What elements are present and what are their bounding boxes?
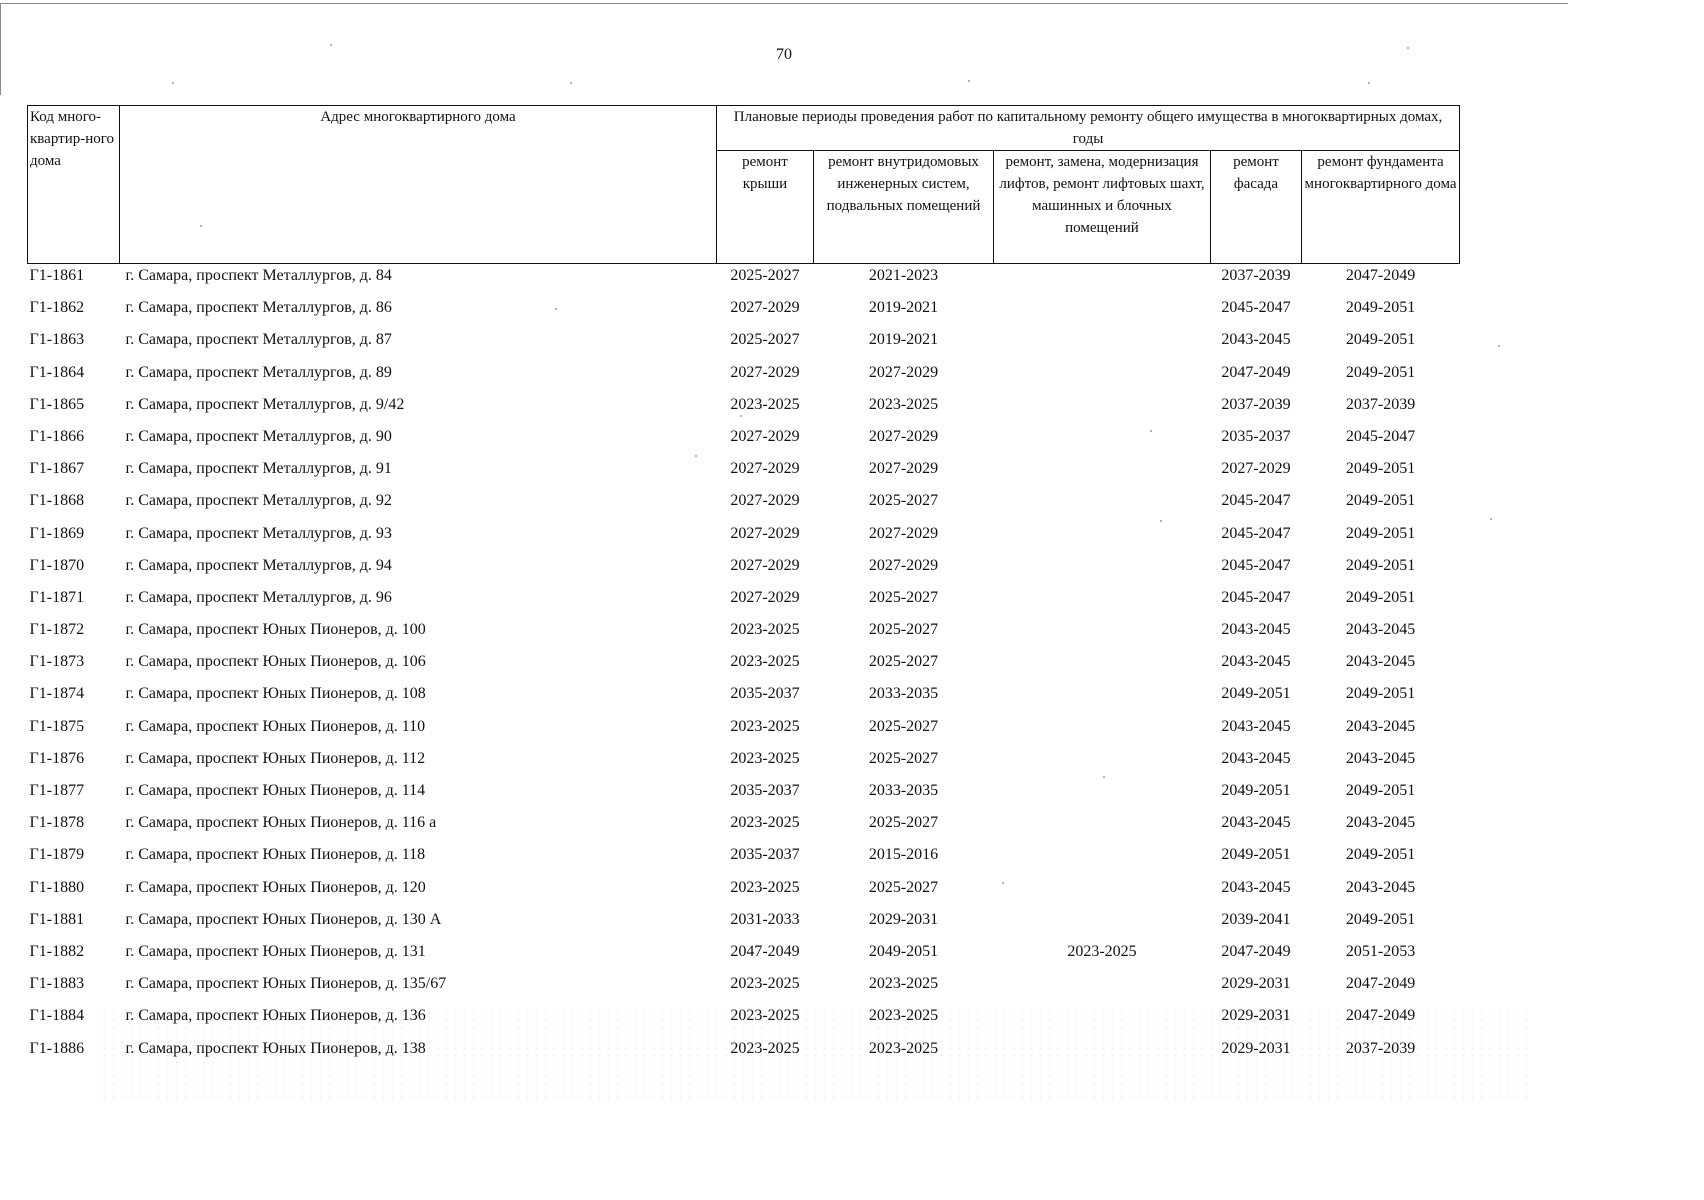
cell-code: Г1-1870: [29, 556, 85, 574]
table-row: [28, 779, 1460, 811]
cell-code: Г1-1869: [29, 524, 85, 542]
cell-address: г. Самара, проспект Юных Пионеров, д. 130 А: [125, 910, 442, 928]
cell-roof: 2027-2029: [730, 299, 800, 317]
cell-address: г. Самара, проспект Юных Пионеров, д. 118: [125, 846, 426, 864]
cell-roof: 2023-2025: [730, 653, 800, 671]
cell-lifts: [994, 618, 1211, 650]
cell-address: г. Самара, проспект Металлургов, д. 86: [125, 299, 392, 317]
cell-roof: 2027-2029: [730, 556, 800, 574]
table-row: [28, 264, 1460, 297]
cell-address: г. Самара, проспект Металлургов, д. 9/42: [125, 395, 405, 413]
cell-address: г. Самара, проспект Юных Пионеров, д. 131: [125, 942, 426, 960]
cell-code: Г1-1875: [29, 717, 85, 735]
cell-address: г. Самара, проспект Металлургов, д. 84: [125, 267, 392, 284]
cell-lifts: [994, 296, 1211, 328]
cell-code: Г1-1871: [29, 588, 85, 606]
scan-speck: [1103, 776, 1105, 778]
cell-address: г. Самара, проспект Металлургов, д. 92: [125, 492, 392, 510]
cell-foundation: 2043-2045: [1345, 878, 1416, 896]
cell-facade: 2043-2045: [1221, 878, 1291, 896]
cell-engineering: 2019-2021: [868, 299, 939, 317]
cell-facade: 2049-2051: [1221, 846, 1291, 864]
scan-speck: [172, 82, 174, 84]
scan-speck: [1150, 430, 1152, 432]
table-row: [28, 296, 1460, 328]
cell-roof: 2027-2029: [730, 492, 800, 510]
cell-facade: 2037-2039: [1221, 395, 1291, 413]
table-row: [28, 843, 1460, 875]
cell-foundation: 2037-2039: [1345, 1039, 1416, 1057]
cell-facade: 2045-2047: [1221, 588, 1291, 606]
cell-engineering: 2027-2029: [868, 460, 939, 478]
cell-lifts: [994, 522, 1211, 554]
cell-roof: 2031-2033: [730, 910, 800, 928]
table-row: [28, 747, 1460, 779]
cell-roof: 2025-2027: [730, 267, 800, 284]
cell-foundation: 2049-2051: [1345, 910, 1416, 928]
scan-speck: [1368, 82, 1370, 84]
scan-speck: [695, 455, 697, 457]
cell-code: Г1-1868: [29, 492, 85, 510]
cell-code: Г1-1873: [29, 653, 85, 671]
cell-foundation: 2037-2039: [1345, 395, 1416, 413]
cell-code: Г1-1883: [29, 975, 85, 993]
cell-address: г. Самара, проспект Юных Пионеров, д. 138: [125, 1039, 426, 1057]
cell-facade: 2045-2047: [1221, 524, 1291, 542]
cell-lifts: [994, 457, 1211, 489]
cell-lifts: [994, 264, 1211, 297]
cell-engineering: 2021-2023: [868, 267, 939, 284]
cell-foundation: 2049-2051: [1345, 685, 1416, 703]
cell-engineering: 2023-2025: [868, 1007, 939, 1025]
cell-roof: 2023-2025: [730, 749, 800, 767]
cell-foundation: 2047-2049: [1345, 975, 1416, 993]
cell-foundation: 2049-2051: [1345, 331, 1416, 349]
cell-lifts: [994, 908, 1211, 940]
cell-address: г. Самара, проспект Юных Пионеров, д. 106: [125, 653, 426, 671]
table-row: [28, 876, 1460, 908]
cell-roof: 2035-2037: [730, 846, 800, 864]
cell-lifts: [994, 715, 1211, 747]
cell-facade: 2049-2051: [1221, 685, 1291, 703]
cell-address: г. Самара, проспект Юных Пионеров, д. 114: [125, 782, 426, 799]
scan-speck: [1160, 520, 1162, 522]
cell-roof: 2023-2025: [730, 717, 800, 735]
scan-noise: [100, 1010, 1530, 1100]
cell-facade: 2029-2031: [1221, 1007, 1291, 1025]
cell-foundation: 2049-2051: [1345, 846, 1416, 864]
header-lifts: ремонт, замена, модернизация лифтов, ремонт лифтовых шахт, машинных и блочных помещений: [994, 151, 1211, 264]
table-row: [28, 940, 1460, 972]
scan-speck: [200, 225, 202, 227]
cell-foundation: 2049-2051: [1345, 782, 1416, 799]
table-row: [28, 650, 1460, 682]
table-row: [28, 522, 1460, 554]
cell-code: Г1-1865: [29, 395, 85, 413]
cell-address: г. Самара, проспект Юных Пионеров, д. 100: [125, 621, 426, 639]
cell-lifts: [994, 328, 1211, 360]
cell-facade: 2045-2047: [1221, 556, 1291, 574]
cell-code: Г1-1878: [29, 814, 85, 832]
cell-foundation: 2049-2051: [1345, 588, 1416, 606]
cell-code: Г1-1881: [29, 910, 85, 928]
cell-facade: 2043-2045: [1221, 653, 1291, 671]
cell-foundation: 2047-2049: [1345, 1007, 1416, 1025]
cell-roof: 2027-2029: [730, 363, 800, 381]
cell-engineering: 2025-2027: [868, 878, 939, 896]
cell-code: Г1-1877: [29, 782, 85, 799]
cell-code: Г1-1862: [29, 299, 85, 317]
table-row: [28, 682, 1460, 714]
cell-facade: 2027-2029: [1221, 460, 1291, 478]
header-foundation: ремонт фундамента многоквартирного дома: [1302, 151, 1460, 264]
scan-speck: [1490, 518, 1492, 520]
cell-foundation: 2049-2051: [1345, 524, 1416, 542]
cell-facade: 2043-2045: [1221, 749, 1291, 767]
cell-code: Г1-1879: [29, 846, 85, 864]
cell-lifts: [994, 650, 1211, 682]
table-row: [28, 715, 1460, 747]
cell-facade: 2029-2031: [1221, 975, 1291, 993]
scan-edge-top: [0, 3, 1568, 4]
cell-lifts: [994, 972, 1211, 1004]
cell-address: г. Самара, проспект Металлургов, д. 90: [125, 427, 392, 445]
cell-code: Г1-1882: [29, 942, 85, 960]
cell-engineering: 2015-2016: [868, 846, 939, 864]
cell-facade: 2043-2045: [1221, 331, 1291, 349]
cell-code: Г1-1874: [29, 685, 85, 703]
cell-foundation: 2043-2045: [1345, 814, 1416, 832]
cell-roof: 2027-2029: [730, 588, 800, 606]
cell-facade: 2047-2049: [1221, 363, 1291, 381]
header-facade: ремонт фасада: [1211, 151, 1302, 264]
cell-address: г. Самара, проспект Металлургов, д. 93: [125, 524, 392, 542]
table-row: [28, 425, 1460, 457]
table-row: [28, 618, 1460, 650]
cell-engineering: 2023-2025: [868, 975, 939, 993]
cell-facade: 2047-2049: [1221, 942, 1291, 960]
scan-speck: [1002, 882, 1004, 884]
cell-roof: 2023-2025: [730, 878, 800, 896]
scan-speck: [570, 82, 572, 84]
cell-roof: 2023-2025: [730, 1007, 800, 1025]
table-row: [28, 457, 1460, 489]
cell-engineering: 2025-2027: [868, 717, 939, 735]
cell-facade: 2029-2031: [1221, 1039, 1291, 1057]
cell-roof: 2023-2025: [730, 814, 800, 832]
cell-lifts: [994, 811, 1211, 843]
cell-foundation: 2049-2051: [1345, 299, 1416, 317]
table-row: [28, 972, 1460, 1004]
cell-code: Г1-1867: [29, 460, 85, 478]
cell-address: г. Самара, проспект Юных Пионеров, д. 116 а: [125, 814, 437, 832]
cell-facade: 2043-2045: [1221, 814, 1291, 832]
cell-foundation: 2043-2045: [1345, 717, 1416, 735]
cell-code: Г1-1866: [29, 427, 85, 445]
cell-lifts: [994, 393, 1211, 425]
cell-address: г. Самара, проспект Юных Пионеров, д. 136: [125, 1007, 426, 1025]
cell-roof: 2023-2025: [730, 975, 800, 993]
cell-facade: 2039-2041: [1221, 910, 1291, 928]
cell-address: г. Самара, проспект Металлургов, д. 91: [125, 460, 392, 478]
cell-engineering: 2049-2051: [868, 942, 939, 960]
cell-code: Г1-1876: [29, 749, 85, 767]
cell-address: г. Самара, проспект Металлургов, д. 89: [125, 363, 392, 381]
cell-lifts: [994, 586, 1211, 618]
cell-facade: 2043-2045: [1221, 621, 1291, 639]
cell-roof: 2035-2037: [730, 782, 800, 799]
cell-foundation: 2049-2051: [1345, 556, 1416, 574]
cell-facade: 2045-2047: [1221, 299, 1291, 317]
cell-lifts: [994, 489, 1211, 521]
cell-facade: 2045-2047: [1221, 492, 1291, 510]
cell-code: Г1-1861: [29, 267, 85, 284]
cell-lifts: [994, 843, 1211, 875]
cell-facade: 2043-2045: [1221, 717, 1291, 735]
table-row: [28, 908, 1460, 940]
cell-engineering: 2033-2035: [868, 685, 939, 703]
cell-lifts: [994, 779, 1211, 811]
cell-roof: 2047-2049: [730, 942, 800, 960]
table-row: [28, 811, 1460, 843]
cell-engineering: 2023-2025: [868, 395, 939, 413]
cell-foundation: 2043-2045: [1345, 653, 1416, 671]
cell-roof: 2023-2025: [730, 395, 800, 413]
header-address: Адрес многоквартирного дома: [120, 106, 717, 264]
cell-lifts: [994, 554, 1211, 586]
cell-address: г. Самара, проспект Юных Пионеров, д. 135/67: [125, 975, 447, 993]
cell-roof: 2025-2027: [730, 331, 800, 349]
cell-engineering: 2025-2027: [868, 653, 939, 671]
cell-lifts: [994, 747, 1211, 779]
cell-roof: 2023-2025: [730, 1039, 800, 1057]
header-engineering: ремонт внутридомовых инженерных систем, подвальных помещений: [814, 151, 994, 264]
cell-roof: 2023-2025: [730, 621, 800, 639]
page-number: 70: [776, 46, 792, 63]
cell-code: Г1-1886: [29, 1039, 85, 1057]
cell-foundation: 2043-2045: [1345, 749, 1416, 767]
cell-engineering: 2033-2035: [868, 782, 939, 799]
header-roof: ремонт крыши: [717, 151, 814, 264]
cell-roof: 2027-2029: [730, 427, 800, 445]
cell-engineering: 2025-2027: [868, 621, 939, 639]
cell-foundation: 2049-2051: [1345, 460, 1416, 478]
table-row: [28, 489, 1460, 521]
cell-roof: 2027-2029: [730, 460, 800, 478]
cell-lifts: [994, 425, 1211, 457]
cell-lifts: [994, 361, 1211, 393]
cell-engineering: 2025-2027: [868, 814, 939, 832]
cell-address: г. Самара, проспект Юных Пионеров, д. 108: [125, 685, 426, 703]
cell-address: г. Самара, проспект Юных Пионеров, д. 112: [125, 749, 426, 767]
cell-address: г. Самара, проспект Металлургов, д. 94: [125, 556, 392, 574]
cell-address: г. Самара, проспект Юных Пионеров, д. 110: [125, 717, 426, 735]
cell-code: Г1-1884: [29, 1007, 85, 1025]
table-row: [28, 554, 1460, 586]
cell-foundation: 2047-2049: [1345, 267, 1416, 284]
cell-lifts: [994, 682, 1211, 714]
cell-facade: 2037-2039: [1221, 267, 1291, 284]
cell-engineering: 2023-2025: [868, 1039, 939, 1057]
cell-foundation: 2049-2051: [1345, 363, 1416, 381]
scan-speck: [330, 44, 332, 46]
table-row: [28, 328, 1460, 360]
cell-engineering: 2025-2027: [868, 492, 939, 510]
cell-code: Г1-1880: [29, 878, 85, 896]
cell-code: Г1-1863: [29, 331, 85, 349]
cell-engineering: 2027-2029: [868, 524, 939, 542]
cell-foundation: 2051-2053: [1345, 942, 1416, 960]
table-row: [28, 393, 1460, 425]
cell-address: г. Самара, проспект Юных Пионеров, д. 120: [125, 878, 426, 896]
table-row: [28, 586, 1460, 618]
header-code: Код много-квартир-ного дома: [28, 106, 120, 264]
table-row: [28, 361, 1460, 393]
cell-code: Г1-1872: [29, 621, 85, 639]
cell-address: г. Самара, проспект Металлургов, д. 96: [125, 588, 392, 606]
cell-code: Г1-1864: [29, 363, 85, 381]
scan-speck: [740, 415, 742, 417]
scan-speck: [1407, 47, 1409, 49]
cell-foundation: 2049-2051: [1345, 492, 1416, 510]
cell-foundation: 2045-2047: [1345, 427, 1416, 445]
header-planned-periods: Плановые периоды проведения работ по капитальному ремонту общего имущества в многоквартирных домах, годы: [717, 106, 1460, 151]
cell-engineering: 2025-2027: [868, 749, 939, 767]
cell-roof: 2035-2037: [730, 685, 800, 703]
scan-speck: [968, 80, 970, 82]
cell-address: г. Самара, проспект Металлургов, д. 87: [125, 331, 392, 349]
scan-speck: [1498, 345, 1500, 347]
cell-engineering: 2027-2029: [868, 363, 939, 381]
cell-roof: 2027-2029: [730, 524, 800, 542]
cell-facade: 2049-2051: [1221, 782, 1291, 799]
cell-engineering: 2025-2027: [868, 588, 939, 606]
cell-engineering: 2027-2029: [868, 427, 939, 445]
table-header: [28, 106, 1460, 264]
cell-engineering: 2019-2021: [868, 331, 939, 349]
capital-repair-table: [27, 105, 1460, 1069]
table-body: [28, 264, 1460, 1069]
cell-lifts: [994, 876, 1211, 908]
cell-lifts: 2023-2025: [1067, 942, 1137, 960]
scan-speck: [555, 308, 557, 310]
cell-engineering: 2027-2029: [868, 556, 939, 574]
cell-foundation: 2043-2045: [1345, 621, 1416, 639]
cell-facade: 2035-2037: [1221, 427, 1291, 445]
cell-engineering: 2029-2031: [868, 910, 939, 928]
